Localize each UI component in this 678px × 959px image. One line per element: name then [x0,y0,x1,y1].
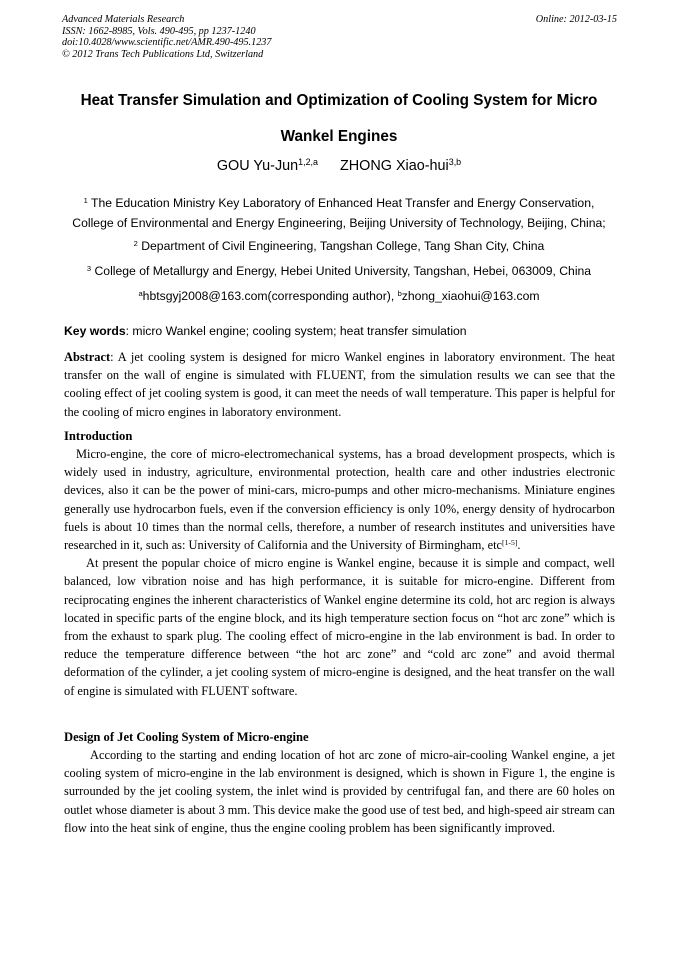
journal-header [62,14,617,60]
abstract-label: Abstract [64,350,111,364]
author-name: ZHONG Xiao-hui [339,158,449,174]
email-text: hbtsgyj2008@163.com(corresponding author), [142,289,398,303]
affiliation-number: 1 [83,195,88,205]
paragraph: According to the starting and ending location of hot arc zone of micro-air-cooling Wankel engine, a jet cooling system of micro-engine in the lab environment is designed, which is shown in Figure 1, the engine is surrounded by the jet cooling system, the inlet wind is provided by centrifugal fan, and there are 60 holes on outlet whose diameter is about 3 mm. This device make the good use of test bed, and high-speed air stream can flow into the heat sink of engine, thus the engine cooling problem has been significantly improved. [64,748,616,835]
affiliation-text: College of Metallurgy and Energy, Hebei United University, Tangshan, Hebei, 063009, China [91,264,592,278]
journal-issn: ISSN: 1662-8985, Vols. 490-495, pp 1237-1240 [62,25,256,37]
abstract [64,348,615,421]
email-line [20,286,658,306]
abstract-text: : A jet cooling system is designed for micro Wankel engines in laboratory environment. The heat transfer on the wall of engine is simulated with FLUENT, from the simulation results we can see that the cooling effect of jet cooling system is good, it can meet the needs of wall temperature. This paper is helpful for the cooling of micro engines in laboratory environment. [64,350,615,419]
paper-title-line-2: Wankel Engines [280,128,398,145]
affiliation-2 [20,236,658,256]
author-superscript: 1,2,a [298,157,318,168]
paragraph-end: . [517,538,521,553]
affiliation-number: 2 [133,238,138,248]
section-heading-introduction: Introduction [64,429,133,443]
author-superscript: 3,b [448,157,462,168]
affiliation-text: The Education Ministry Key Laboratory of Enhanced Heat Transfer and Energy Conservation, [87,196,595,210]
email-superscript: a [138,288,143,298]
affiliation-3 [20,261,658,281]
section-heading-design: Design of Jet Cooling System of Micro-engine [64,730,309,744]
design-body [64,746,615,837]
online-date: Online: 2012-03-15 [535,14,617,25]
affiliation-1 [20,193,658,233]
journal-doi: doi:10.4028/www.scientific.net/AMR.490-495.1237 [62,37,272,49]
keywords-text: : micro Wankel engine; cooling system; heat transfer simulation [125,324,467,338]
paragraph-text: Micro-engine, the core of micro-electromechanical systems, has a broad development prospects, which is widely used in industry, agriculture, environmental protection, health care and other industries electronic devices, also it can be the power of mini-cars, micro-pumps and other micro-mechanisms. Miniature engines generally use hydrocarbon fuels, even if the conversion efficiency is only 10%, energy density of hydrocarbon fuels is about 10 times than the normal cells, therefore, a number of research institutes and universities have researched in it, such as: University of California and the University of Birmingham, etc [64,447,615,553]
introduction-body [64,445,615,700]
paragraph: At present the popular choice of micro engine is Wankel engine, because it is simple and compact, well balanced, low vibration noise and has high performance, it is suitable for micro-engine. Different from reciprocating engines the inherent characteristics of Wankel engine determine its cold, hot arc region is always located in specific parts of the engine block, and its high temperature section focus on “hot arc zone” which is from the exhaust to spark plug. The cooling effect of micro-engine in the lab environment is bad. In order to reduce the temperature difference between “the hot arc zone” and “cold arc zone” and avoid thermal deformation of the cylinder, a jet cooling system of micro-engine is designed, and the heat transfer on the wall of engine is simulated with FLUENT software. [64,556,615,698]
affiliation-text: Department of Civil Engineering, Tangshan College, Tang Shan City, China [137,239,545,253]
citation-ref: [1-5] [502,537,518,547]
email-superscript: b [397,288,402,298]
author-name: GOU Yu-Jun [216,158,299,174]
affiliation-number: 3 [86,263,92,273]
journal-copyright: © 2012 Trans Tech Publications Ltd, Switzerland [62,48,264,60]
keywords-label: Key words [64,324,126,338]
paper-title-line-1: Heat Transfer Simulation and Optimization of Cooling System for Micro [80,92,598,109]
keywords [64,324,616,338]
affiliation-text: College of Environmental and Energy Engineering, Beijing University of Technology, Beijing, China; [72,216,606,230]
email-text: zhong_xiaohui@163.com [401,289,540,303]
author-list [0,158,678,174]
journal-name: Advanced Materials Research [62,14,185,25]
paragraph [64,445,615,554]
